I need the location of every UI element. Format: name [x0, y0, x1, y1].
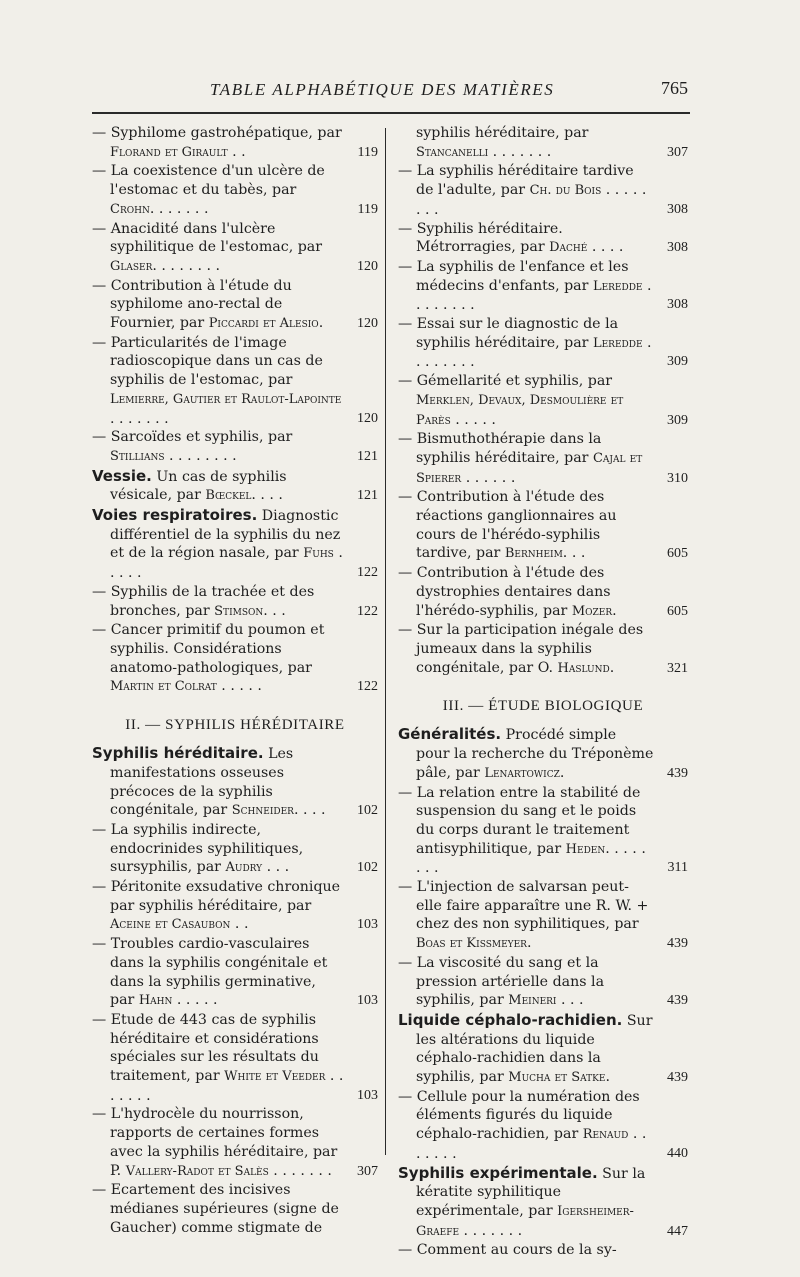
index-entry	[398, 162, 688, 219]
entry-leader: . .	[230, 916, 249, 933]
entry-authors: Renaud	[582, 1127, 629, 1143]
entry-page-ref: 309	[667, 354, 688, 370]
entry-text: — Sarcoïdes et syphilis, par	[92, 429, 293, 446]
entry-authors: Aceine et Casaubon	[110, 917, 231, 933]
index-entry	[92, 162, 378, 219]
entry-authors: Cajal et Spierer	[416, 450, 643, 486]
entry-page-ref: 308	[667, 297, 688, 313]
entry-text: — Cancer primitif du poumon et syphilis. Considérations anatomo-pathologiques, par	[92, 622, 325, 676]
entry-leader: . . . .	[251, 487, 283, 504]
index-entry	[398, 1164, 688, 1242]
entry-authors: Daché	[549, 240, 588, 256]
entry-leader: .	[609, 659, 615, 676]
left-column	[92, 124, 378, 1237]
entry-page-ref: 310	[667, 470, 688, 486]
entry-authors: Igersheimer-Graefe	[416, 1203, 634, 1239]
entry-leader: . . . . . . .	[416, 1126, 647, 1162]
entry-authors: Merklen, Devaux, Desmoulière et Parès	[416, 392, 624, 428]
entry-heading: Liquide céphalo-rachidien.	[398, 1010, 623, 1029]
index-entry	[92, 744, 378, 821]
entry-text: — La syphilis héréditaire tardive de l'adulte, par	[398, 163, 634, 199]
index-entry	[92, 1011, 378, 1106]
entry-text: Procédé simple pour la recherche du Tréponème pâle, par	[416, 727, 654, 781]
index-entry	[92, 428, 378, 466]
entry-text: — Syphilis héréditaire. Métrorragies, par	[398, 220, 563, 256]
index-entry	[92, 334, 378, 429]
entry-page-ref: 119	[357, 144, 378, 160]
entry-text: — Syphilome gastrohépatique, par	[92, 125, 342, 141]
entry-authors: White et Veeder	[224, 1069, 326, 1085]
entry-authors: Heden	[565, 841, 606, 857]
entry-leader: . . . .	[293, 802, 326, 819]
entry-leader: . .	[227, 143, 246, 160]
entry-authors: Meineri	[508, 993, 557, 1009]
index-entry	[92, 1105, 378, 1181]
entry-leader: . . . . . . .	[459, 1222, 523, 1239]
entry-heading: Syphilis héréditaire.	[92, 744, 264, 763]
entry-leader: .	[605, 1069, 610, 1086]
entry-page-ref: 439	[667, 765, 688, 781]
entry-page-ref: 103	[357, 1087, 378, 1103]
entry-text: — La viscosité du sang et la pression artérielle dans la syphilis, par	[398, 954, 605, 1009]
entry-page-ref: 122	[357, 603, 378, 619]
entry-page-ref: 321	[667, 660, 688, 676]
page-number: 765	[661, 78, 688, 98]
entry-text: — Particularités de l'image radioscopique dans un cas de syphilis de l'estomac, par	[92, 334, 323, 389]
entry-authors: Audry	[225, 860, 263, 876]
entry-leader: . . . . . . .	[268, 1162, 332, 1179]
index-entry	[398, 372, 688, 430]
entry-page-ref: 309	[667, 412, 688, 428]
right-column	[398, 124, 688, 1260]
index-entry	[398, 315, 688, 372]
entry-text: — Péritonite exsudative chronique par syphilis héréditaire, par	[92, 879, 341, 914]
entry-authors: Mozer	[571, 603, 613, 619]
index-entry	[92, 583, 378, 621]
entry-page-ref: 447	[667, 1223, 688, 1239]
entry-text: — La coexistence d'un ulcère de l'estomac et du tabès, par	[92, 163, 325, 199]
entry-authors: Lemierre, Gautier et Raulot-Lapointe	[110, 391, 342, 407]
entry-text: Les manifestations osseuses précoces de la syphilis congénitale, par	[110, 746, 294, 819]
entry-authors: Hahn	[138, 993, 173, 1009]
section-title: III. — ÉTUDE BIOLOGIQUE	[442, 698, 644, 715]
entry-page-ref: 121	[357, 448, 378, 464]
entry-page-ref: 605	[667, 603, 688, 619]
entry-text: — Comment au cours de la sy-	[398, 1242, 617, 1259]
entry-authors: Haslund	[557, 660, 610, 676]
index-entry	[92, 1181, 378, 1237]
entry-text: — Syphilis de la trachée et des bronches, par	[92, 583, 315, 619]
entry-leader: . . .	[562, 545, 586, 562]
entry-text: — La syphilis de l'enfance et les médecins d'enfants, par	[398, 258, 629, 294]
entry-authors: Glaser	[110, 258, 153, 274]
entry-authors: Vallery-Radot et Salès	[125, 1163, 269, 1179]
entry-heading: Syphilis expérimentale.	[398, 1163, 598, 1182]
entry-authors: Bœckel	[205, 488, 252, 504]
entry-authors: Leredde	[592, 335, 643, 351]
entry-text: — Gémellarité et syphilis, par	[398, 373, 613, 390]
entry-page-ref: 122	[357, 565, 378, 581]
entry-leader: . . . . . . . .	[152, 257, 221, 274]
entry-authors: Schneider	[231, 803, 294, 819]
entry-page-ref: 439	[667, 936, 688, 952]
entry-text: — L'injection de salvarsan peut-elle faire apparaître une R. W. + chez des non syphilitiques, par	[398, 879, 649, 933]
entry-authors: Ch. du Bois	[529, 183, 602, 199]
entry-page-ref: 307	[357, 1163, 378, 1179]
entry-leader: . . . . . . .	[488, 143, 552, 160]
index-entry	[398, 488, 688, 564]
entry-text: — Contribution à l'étude du syphilome ano-rectal de Fournier, par	[92, 277, 292, 332]
entry-leader: . . . . .	[172, 992, 218, 1009]
index-entry	[92, 821, 378, 878]
entry-text: — Anacidité dans l'ulcère syphilitique de l'estomac, par	[92, 220, 323, 256]
entry-authors: Fuhs	[303, 546, 334, 562]
entry-page-ref: 439	[667, 993, 688, 1009]
index-entry	[92, 621, 378, 697]
index-entry	[92, 506, 378, 583]
entry-leader: . . . . . . . .	[416, 277, 652, 314]
entry-page-ref: 122	[357, 679, 378, 695]
entry-leader: . . . . . . . .	[416, 182, 647, 218]
entry-leader: . . . . .	[110, 545, 343, 582]
entry-leader: . . . . . . . .	[164, 447, 237, 464]
entry-authors: Stillians	[110, 448, 165, 464]
index-entry	[92, 467, 378, 506]
entry-text: Sur les altérations du liquide céphalo-rachidien dans la syphilis, par	[416, 1012, 653, 1086]
entry-text: — Essai sur le diagnostic de la syphilis héréditaire, par	[398, 316, 619, 351]
index-entry	[398, 784, 688, 879]
entry-page-ref: 119	[357, 201, 378, 217]
entry-page-ref: 120	[357, 410, 378, 426]
entry-page-ref: 121	[357, 488, 378, 504]
entry-text: — Ecartement des incisives médianes supérieures (signe de Gaucher) comme stigmate de	[92, 1182, 339, 1236]
entry-text: Un cas de syphilis vésicale, par	[110, 468, 287, 504]
entry-page-ref: 605	[667, 546, 688, 562]
entry-page-ref: 311	[667, 860, 688, 876]
entry-leader: . . .	[263, 602, 286, 619]
index-entry	[398, 564, 688, 621]
entry-leader: . . . . . . .	[110, 410, 169, 427]
entry-leader: . . . . . . .	[149, 200, 209, 217]
entry-leader: . . . . .	[450, 411, 496, 428]
entry-page-ref: 120	[357, 316, 378, 332]
entry-leader: . . . . . .	[461, 469, 516, 486]
index-entry	[398, 124, 688, 162]
entry-leader: . . . . .	[216, 678, 262, 695]
entry-leader: .	[526, 935, 532, 952]
entry-leader: .	[612, 602, 617, 619]
entry-text: — Etude de 443 cas de syphilis héréditaire et considérations spéciales sur les résultats du traitement, par	[92, 1011, 319, 1085]
entry-leader: . . . . . . . .	[416, 840, 646, 877]
entry-heading: Vessie.	[92, 466, 152, 485]
entry-text: Diagnostic différentiel de la syphilis du nez et de la région nasale, par	[110, 508, 341, 562]
entry-authors: Piccardi et Alesio	[208, 316, 319, 332]
entry-authors: Stancanelli	[416, 144, 489, 160]
index-entry	[398, 1241, 688, 1260]
entry-page-ref: 439	[667, 1070, 688, 1086]
index-entry	[398, 1088, 688, 1164]
index-entry	[398, 878, 688, 954]
entry-page-ref: 440	[667, 1145, 688, 1161]
entry-leader: . . .	[556, 992, 584, 1009]
entry-heading: Généralités.	[398, 725, 502, 744]
entry-page-ref: 120	[357, 258, 378, 274]
index-entry	[398, 621, 688, 678]
entry-page-ref: 103	[357, 917, 378, 933]
entry-text: Sur la kératite syphilitique expérimentale, par	[416, 1165, 646, 1219]
entry-heading: Voies respiratoires.	[92, 506, 258, 525]
entry-text: syphilis héréditaire, par	[416, 125, 589, 141]
header-rule	[92, 112, 690, 114]
index-entry	[92, 935, 378, 1011]
entry-page-ref: 308	[667, 240, 688, 256]
entry-page-ref: 102	[357, 803, 378, 819]
entry-authors: Stimson	[214, 603, 264, 619]
entry-text: — Contribution à l'étude des dystrophies dentaires dans l'hérédo-syphilis, par	[398, 565, 611, 619]
column-divider	[385, 128, 386, 1155]
entry-leader: .	[318, 315, 324, 332]
entry-authors: Lenartowicz	[484, 765, 560, 781]
index-entry	[92, 124, 378, 162]
entry-page-ref: 102	[357, 860, 378, 876]
page-header	[92, 80, 688, 110]
entry-text: — Cellule pour la numération des éléments figurés du liquide céphalo-rachidien, par	[398, 1088, 640, 1143]
index-entry	[92, 878, 378, 935]
entry-leader: . . . .	[587, 239, 624, 256]
entry-text: — Troubles cardio-vasculaires dans la syphilis congénitale et dans la syphilis germinative, par	[92, 936, 328, 1009]
section-title: II. — SYPHILIS HÉRÉDITAIRE	[125, 717, 345, 734]
index-entry	[398, 1011, 688, 1088]
entry-text: — Sur la participation inégale des jumeaux dans la syphilis congénitale, par O.	[398, 622, 644, 676]
index-entry	[92, 277, 378, 334]
entry-authors: Martin et Colrat	[110, 679, 217, 695]
entry-authors: Boas et Kissmeyer	[416, 936, 527, 952]
entry-authors: Bernheim	[504, 546, 563, 562]
entry-text: — La relation entre la stabilité de suspension du sang et le poids du corps durant le traitement antisyphilitique, par	[398, 784, 641, 857]
entry-authors: Leredde	[592, 278, 643, 294]
running-title: TABLE ALPHABÉTIQUE DES MATIÈRES	[210, 80, 555, 99]
entry-text: — Contribution à l'étude des réactions ganglionnaires au cours de l'hérédo-syphilis tardive, par	[398, 489, 617, 562]
index-entry	[92, 220, 378, 277]
entry-page-ref: 308	[667, 201, 688, 217]
entry-text: — L'hydrocèle du nourrisson, rapports de certaines formes avec la syphilis héréditaire, par P.	[92, 1106, 338, 1179]
entry-page-ref: 307	[667, 144, 688, 160]
entry-text: — La syphilis indirecte, endocrinides syphilitiques, sursyphilis, par	[92, 821, 304, 876]
entry-page-ref: 103	[357, 993, 378, 1009]
entry-authors: Florand et Girault	[110, 144, 228, 160]
entry-leader: .	[559, 764, 565, 781]
index-entry	[398, 725, 688, 783]
entry-authors: Crohn	[110, 201, 150, 217]
entry-leader: . . . . . . . .	[416, 334, 652, 371]
index-entry	[398, 258, 688, 315]
entry-leader: . . . . . . .	[110, 1068, 344, 1104]
entry-text: — Bismuthothérapie dans la syphilis héréditaire, par	[398, 431, 602, 466]
entry-leader: . . .	[262, 859, 290, 876]
index-entry	[398, 954, 688, 1011]
entry-authors: Mucha et Satke	[508, 1070, 606, 1086]
index-entry	[398, 430, 688, 488]
index-entry	[398, 220, 688, 258]
